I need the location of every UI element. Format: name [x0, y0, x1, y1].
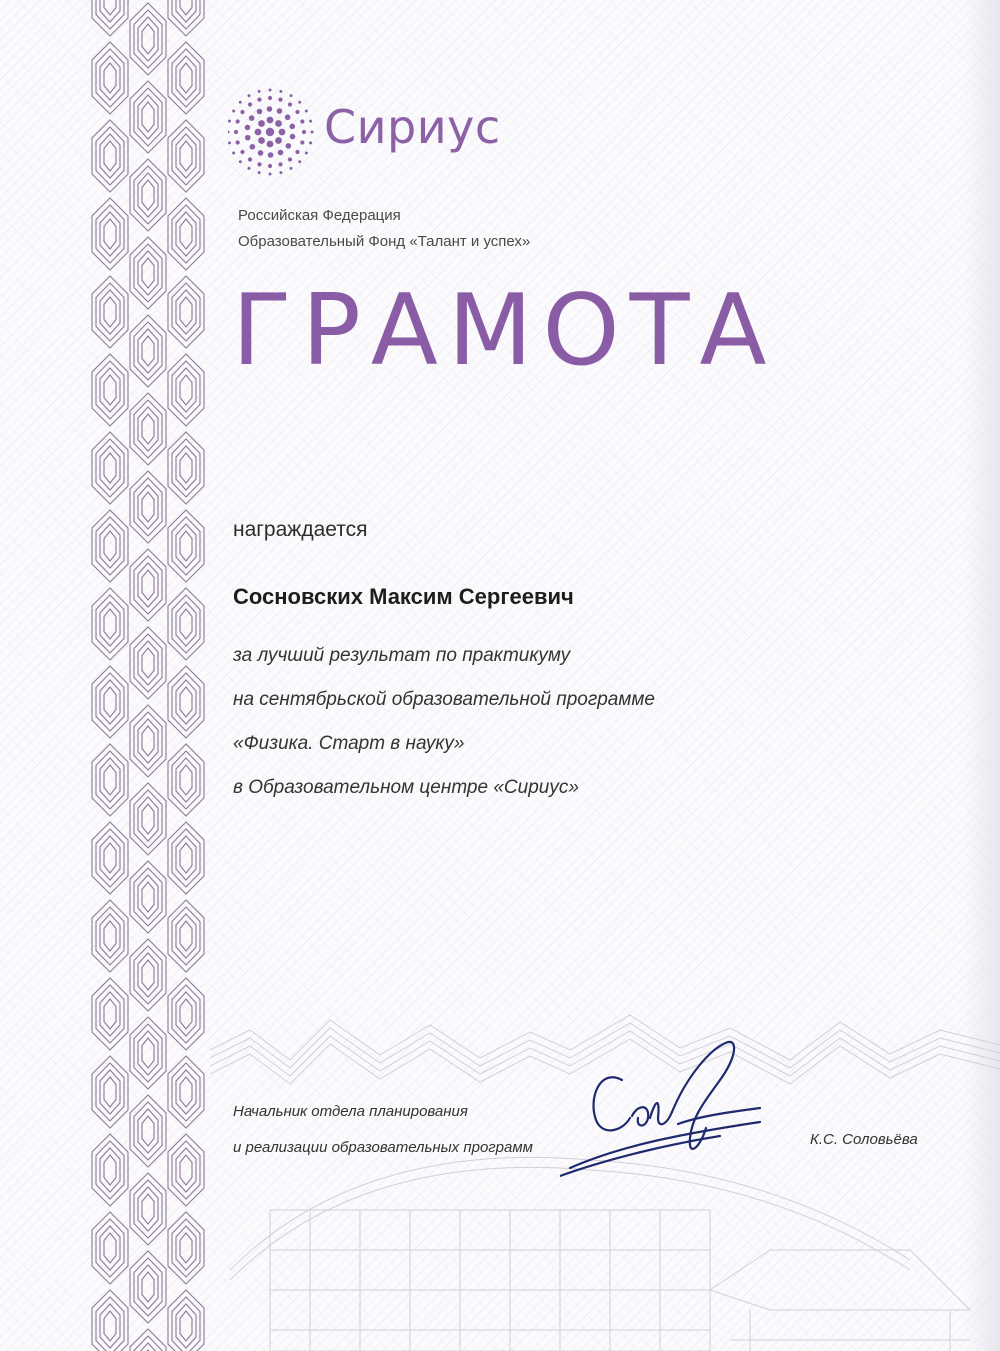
reason-line: на сентябрьской образовательной программе: [233, 689, 655, 710]
signer-name: К.С. Соловьёва: [810, 1131, 918, 1148]
reason-line: «Физика. Старт в науку»: [233, 733, 465, 754]
position-line: и реализации образовательных программ: [233, 1139, 533, 1156]
hexagon-ornament-border: [78, 0, 218, 1351]
reason-line: в Образовательном центре «Сириус»: [233, 777, 579, 798]
handwritten-signature: [560, 1028, 780, 1178]
awarded-label: награждается: [233, 518, 368, 541]
signatory-position: [233, 1094, 533, 1166]
sirius-dots-icon: [228, 88, 318, 180]
reason-line: за лучший результат по практикуму: [233, 645, 571, 666]
recipient-name: Сосновских Максим Сергеевич: [233, 584, 574, 609]
position-line: Начальник отдела планирования: [233, 1103, 468, 1120]
certificate-title: ГРАМОТА: [232, 274, 777, 388]
issuer-country: Российская Федерация: [238, 207, 401, 224]
brand-name: Сириус: [324, 100, 501, 154]
issuer-block: [238, 203, 530, 255]
award-reason: [233, 634, 655, 810]
issuer-foundation: Образовательный Фонд «Талант и успех»: [238, 233, 531, 250]
sirius-logo: [228, 88, 528, 180]
